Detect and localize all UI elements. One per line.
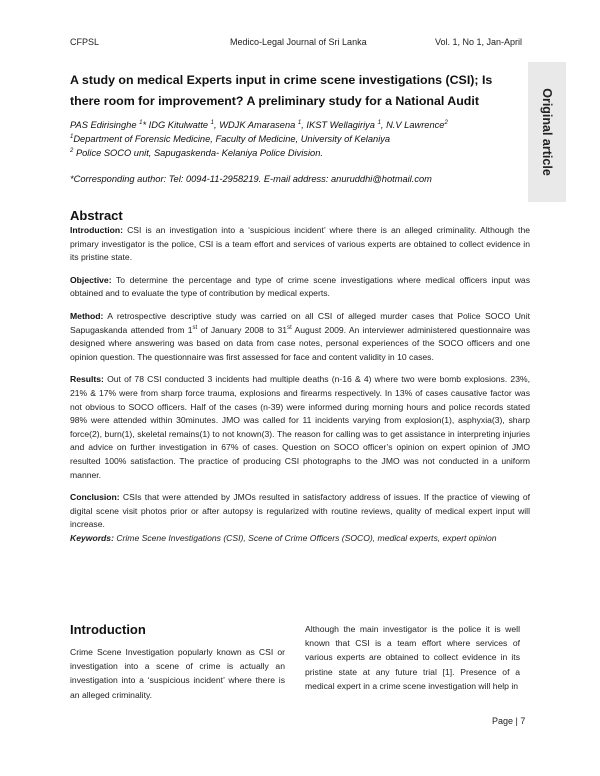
affiliation-1 xyxy=(70,132,448,146)
section-text: CSIs that were attended by JMOs resulted in satisfactory address of issues. If the practice of viewing of digital scene visit photos prior or after autopsy is regularized with routine reviews, quality of medical expert input will increase. xyxy=(70,492,530,530)
affiliation-mark: 2 xyxy=(70,147,74,154)
article-type-label: Original article xyxy=(540,88,554,176)
corresponding-mark: * xyxy=(142,120,147,130)
author-name: WDJK Amarasena xyxy=(219,120,296,130)
affiliation-text: Department of Forensic Medicine, Faculty of Medicine, University of Kelaniya xyxy=(73,134,391,144)
running-header-journal-abbrev: CFPSL xyxy=(70,37,100,47)
author-name: IDG Kitulwatte xyxy=(148,120,209,130)
abstract-keywords xyxy=(70,532,530,546)
section-text: A retrospective descriptive study was carried on all CSI of alleged murder cases that Police SOCO Unit Sapugaskanda attended from 1 xyxy=(70,310,530,335)
abstract-conclusion xyxy=(70,491,530,532)
abstract-results xyxy=(70,373,530,482)
abstract-section xyxy=(70,208,530,545)
section-text: To determine the percentage and type of crime scene investigations where medical officers input was obtained and to evaluate the type of contribution by medical experts. xyxy=(70,274,530,299)
affiliation-mark: 1 xyxy=(139,119,143,126)
intro-right-column xyxy=(305,622,520,693)
abstract-method xyxy=(70,310,530,364)
author-name: N.V Lawrence xyxy=(386,120,445,130)
section-label: Results: xyxy=(70,374,104,385)
section-text: of January 2008 to 31 xyxy=(197,324,288,335)
affiliation-2 xyxy=(70,146,448,160)
running-header-volume: Vol. 1, No 1, Jan-April xyxy=(435,37,523,47)
affiliation-mark: 1 xyxy=(210,119,215,126)
affiliation-mark: 1 xyxy=(377,119,381,126)
affiliation-text: Police SOCO unit, Sapugaskenda- Kelaniya Police Division. xyxy=(75,148,323,158)
section-label: Conclusion: xyxy=(70,492,120,503)
introduction-heading: Introduction xyxy=(70,622,146,637)
ordinal-suffix: st xyxy=(192,324,198,331)
corresponding-author: *Corresponding author: Tel: 0094-11-2958219. E-mail address: anuruddhi@hotmail.com xyxy=(70,174,432,184)
section-label: Introduction: xyxy=(70,225,123,235)
introduction-text-left: Crime Scene Investigation popularly known as CSI or investigation into a scene of crime is actually an investigation into a ‘suspicious incident’ where there is an alleged criminality. xyxy=(70,647,285,700)
running-header-journal-name: Medico-Legal Journal of Sri Lanka xyxy=(230,37,367,47)
section-text: CSI is an investigation into a ‘suspicious incident’ where there is an alleged criminality. Although the primary investigator is the police, CSI is a team effort and services of various experts are obtained to collect evidence in its pristine state. xyxy=(70,225,530,263)
affiliation-mark: 2 xyxy=(444,119,448,126)
section-label: Objective: xyxy=(70,274,112,285)
introduction-text-right: Although the main investigator is the police it is well known that CSI is a team effort where services of various experts are obtained to collect evidence in its pristine state at any future trial [1]. Presence of a medical expert in a crime scene investigation will help in xyxy=(305,624,520,691)
intro-left-column xyxy=(70,622,285,702)
abstract-objective xyxy=(70,274,530,301)
section-text: August 2009. An interviewer administered questionnaire was designed where answering was based on data from case notes, personal experiences of the SOCO officers and one opinion question. The questionnaire was first assessed for face and content validity in 10 cases. xyxy=(70,324,530,362)
article-title: A study on medical Experts input in crime scene investigations (CSI); Is there room for improvement? A preliminary study for a National Audit xyxy=(70,73,493,108)
abstract-introduction xyxy=(70,224,530,265)
affiliation-mark: 1 xyxy=(70,133,74,140)
keywords-label: Keywords: xyxy=(70,532,114,543)
abstract-heading: Abstract xyxy=(70,208,123,223)
affiliation-mark: 1 xyxy=(297,119,302,126)
section-label: Method: xyxy=(70,310,104,321)
author-name: PAS Edirisinghe xyxy=(70,120,137,130)
author-name: IKST Wellagiriya xyxy=(306,120,375,130)
page-number: Page | 7 xyxy=(492,716,526,726)
article-type-tab xyxy=(528,62,566,202)
author-list: PAS Edirisinghe $^1$* IDG Kitulwatte $^1$, WDJK Amarasena $^1$, IKST Wellagiriya $^1$, N.V Lawrence$^2$ xyxy=(70,119,448,130)
section-text: Out of 78 CSI conducted 3 incidents had multiple deaths (n-16 & 4) where two were bomb explosions. 23%, 21% & 17% were from sharp force trauma, explosions and firearms respectively. In 13% of cases causative factor was not obvious to SOCO officers. Half of the cases (n-39) were informed during morning hours and police records stated 98% were attended within 30minutes. JMO was called for 11 incidents varying from explosion(1), asphyxia(3), sharp force(2), burn(1), skeletal remains(1) to not known(3). The reason for calling was to get assistance in interpreting injuries and advice on further investigation in 67% of cases. Question on SOCO officer’s opinion on expert opinion of JMO resulted 100% satisfaction. The practice of producing CSI photographs to the JMO was not conducted in a uniform manner. xyxy=(70,374,530,480)
keywords-text: Crime Scene Investigations (CSI), Scene of Crime Officers (SOCO), medical experts, expert opinion xyxy=(113,532,497,543)
author-block xyxy=(70,118,448,160)
ordinal-suffix: st xyxy=(287,324,292,331)
